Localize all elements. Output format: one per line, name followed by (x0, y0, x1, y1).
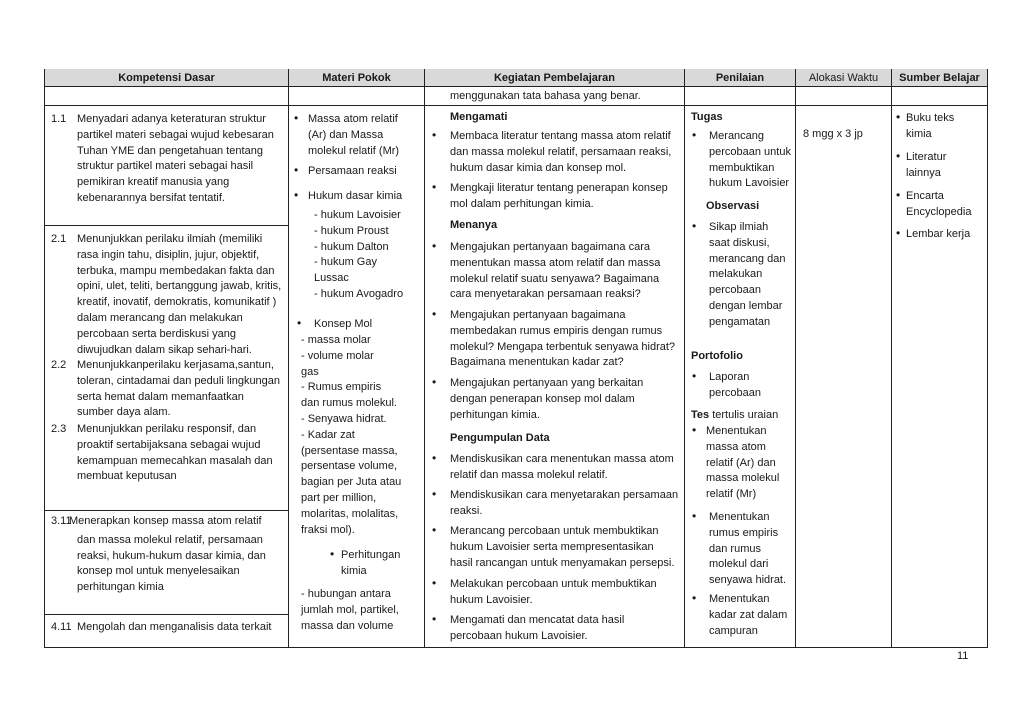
bullet-icon: • (692, 423, 697, 437)
kegiatan-item: Mengkaji literatur tentang penerapan konsep mol dalam perhitungan kimia. (450, 182, 668, 210)
materi-massa-atom: Massa atom relatif (Ar) dan Massa molekul relatif (Mr) (308, 113, 400, 157)
sumber-item: Encarta Encyclopedia (906, 190, 972, 218)
bullet-icon: • (432, 307, 437, 321)
sumber-item: Lembar kerja (906, 228, 971, 240)
bullet-icon: • (432, 576, 437, 590)
header-kompetensi-dasar: Kompetensi Dasar (45, 69, 288, 87)
bullet-icon: • (432, 239, 437, 253)
kd-2-3: Menunjukkan perilaku responsif, dan proaktif sertabijaksana sebagai wujud kemampuan memecahkan masalah dan membuat keputusan (77, 423, 273, 483)
alokasi-waktu-value: 8 mgg x 3 jp (803, 128, 863, 140)
materi-konsep-mol: Konsep Mol (314, 318, 373, 330)
page-number: 11 (957, 650, 969, 662)
header-materi-pokok: Materi Pokok (289, 69, 424, 87)
bullet-icon: • (692, 591, 697, 605)
kd-2-2: Menunjukkanperilaku kerjasama,santun, toleran, cintadamai dan peduli lingkungan serta hemat dalam memanfaatkan sumber daya alam. (77, 359, 281, 419)
row-divider (44, 105, 988, 106)
bullet-icon: • (896, 110, 901, 124)
kd-number: 1.1 (51, 113, 67, 125)
column-divider (795, 69, 796, 648)
materi-persamaan-reaksi: Persamaan reaksi (308, 165, 397, 177)
kd-3-11: Menerapkan konsep massa atom relatif dan massa molekul relatif, persamaan reaksi, hukum-hukum dasar kimia, dan konsep mol untuk menyelesaikan perhitungan kimia (69, 515, 266, 594)
bullet-icon: • (330, 547, 335, 561)
penilaian-item: Menentukan rumus empiris dan rumus molekul dari senyawa hidrat. (709, 511, 787, 587)
heading-pengumpulan-data: Pengumpulan Data (450, 432, 550, 444)
bullet-icon: • (432, 523, 437, 537)
kegiatan-item: Melakukan percobaan untuk membuktikan hukum Lavoisier. (450, 578, 657, 606)
materi-konsep-mol-list: - massa molar - volume molar gas - Rumus empiris dan rumus molekul. - Senyawa hidrat. - Kadar zat (persentase massa, persentase volume, bagian per Juta atau part per million, molaritas, molalitas, fraksi mol). (301, 334, 402, 536)
kegiatan-item: Membaca literatur tentang massa atom relatif dan massa molekul relatif, persamaan reaksi, hukum dasar kimia dan konsep mol. (450, 130, 672, 174)
kd-divider (44, 225, 288, 226)
column-divider (891, 69, 892, 648)
kegiatan-intro: menggunakan tata bahasa yang benar. (450, 90, 641, 102)
bullet-icon: • (294, 111, 299, 125)
bullet-icon: • (432, 451, 437, 465)
bullet-icon: • (692, 509, 697, 523)
bullet-icon: • (294, 188, 299, 202)
kegiatan-item: Merancang percobaan untuk membuktikan hukum Lavoisier serta mempresentasikan hasil rancangan untuk menyamakan persepsi. (450, 525, 675, 569)
kegiatan-item: Mengajukan pertanyaan bagaimana cara menentukan massa atom relatif dan massa molekul relatif suatu senyawa? Bagaimana cara menyetarakan persamaan reaksi? (450, 241, 661, 301)
heading-tes: Tes tertulis uraian (691, 409, 779, 421)
materi-hukum-dasar: Hukum dasar kimia (308, 190, 403, 202)
kd-2-1: Menunjukkan perilaku ilmiah (memiliki rasa ingin tahu, disiplin, jujur, objektif, terbuka, mampu membedakan fakta dan opini, ulet, teliti, bertanggung jawab, kritis, kreatif, inovatif, demokratis, komunikatif ) dalam merancang dan melakukan percobaan serta berdiskusi yang diwujudkan dalam sikap sehari-hari. (77, 233, 282, 356)
kegiatan-item: Mendiskusikan cara menyetarakan persamaan reaksi. (450, 489, 679, 517)
bullet-icon: • (294, 163, 299, 177)
kd-1-1: Menyadari adanya keteraturan struktur partikel materi sebagai wujud kebesaran Tuhan YME dan pengetahuan tentang struktur partikel materi sebagai hasil pemikiran kreatif manusia yang kebenarannya bersifat tentatif. (77, 113, 274, 204)
kd-number: 2.1 (51, 233, 67, 245)
materi-hubungan: - hubungan antara jumlah mol, partikel, massa dan volume (301, 588, 399, 632)
penilaian-item: Menentukan massa atom relatif (Ar) dan massa molekul relatif (Mr) (706, 425, 780, 501)
heading-observasi: Observasi (706, 200, 760, 212)
column-divider (424, 69, 425, 648)
header-sumber-belajar: Sumber Belajar (892, 69, 987, 87)
bullet-icon: • (432, 180, 437, 194)
bullet-icon: • (896, 226, 901, 240)
penilaian-item: Merancang percobaan untuk membuktikan hukum Lavoisier (709, 130, 791, 190)
header-penilaian: Penilaian (685, 69, 795, 87)
kd-4-11: Mengolah dan menganalisis data terkait (77, 621, 272, 633)
bullet-icon: • (432, 487, 437, 501)
kegiatan-item: Mengamati dan mencatat data hasil percobaan hukum Lavoisier. (450, 614, 625, 642)
bullet-icon: • (692, 219, 697, 233)
bullet-icon: • (896, 188, 901, 202)
kd-divider (44, 614, 288, 615)
heading-portofolio: Portofolio (691, 350, 743, 362)
header-alokasi-waktu: Alokasi Waktu (796, 69, 891, 87)
sumber-item: Buku teks kimia (906, 112, 955, 140)
bullet-icon: • (432, 375, 437, 389)
heading-mengamati: Mengamati (450, 111, 508, 123)
penilaian-item: Laporan percobaan (709, 371, 761, 399)
bullet-icon: • (692, 369, 697, 383)
column-divider (288, 69, 289, 648)
column-divider (684, 69, 685, 648)
sumber-item: Literatur lainnya (906, 151, 947, 179)
kegiatan-item: Mengajukan pertanyaan bagaimana membedakan rumus empiris dengan rumus molekul? Mengapa terbentuk senyawa hidrat? Bagaimana menentukan kadar zat? (450, 309, 676, 369)
kegiatan-item: Mendiskusikan cara menentukan massa atom relatif dan massa molekul relatif. (450, 453, 674, 481)
heading-tugas: Tugas (691, 111, 723, 123)
materi-hukum-list: - hukum Lavoisier - hukum Proust - hukum Dalton - hukum Gay Lussac - hukum Avogadro (314, 209, 404, 300)
penilaian-item: Sikap ilmiah saat diskusi, merancang dan melakukan percobaan dengan lembar pengamatan (709, 221, 786, 328)
header-kegiatan-pembelajaran: Kegiatan Pembelajaran (425, 69, 684, 87)
bullet-icon: • (432, 128, 437, 142)
kd-number: 4.11 (51, 621, 72, 633)
bullet-icon: • (692, 128, 697, 142)
bullet-icon: • (297, 316, 302, 330)
penilaian-item: Menentukan kadar zat dalam campuran (709, 593, 788, 637)
kd-number: 2.3 (51, 423, 67, 435)
kd-divider (44, 510, 288, 511)
kd-number: 3.11 (51, 515, 72, 527)
materi-perhitungan-kimia: Perhitungan kimia (341, 549, 401, 577)
kegiatan-item: Mengajukan pertanyaan yang berkaitan dengan penerapan konsep mol dalam perhitungan kimia. (450, 377, 644, 421)
kd-number: 2.2 (51, 359, 67, 371)
bullet-icon: • (896, 149, 901, 163)
heading-menanya: Menanya (450, 219, 498, 231)
bullet-icon: • (432, 612, 437, 626)
